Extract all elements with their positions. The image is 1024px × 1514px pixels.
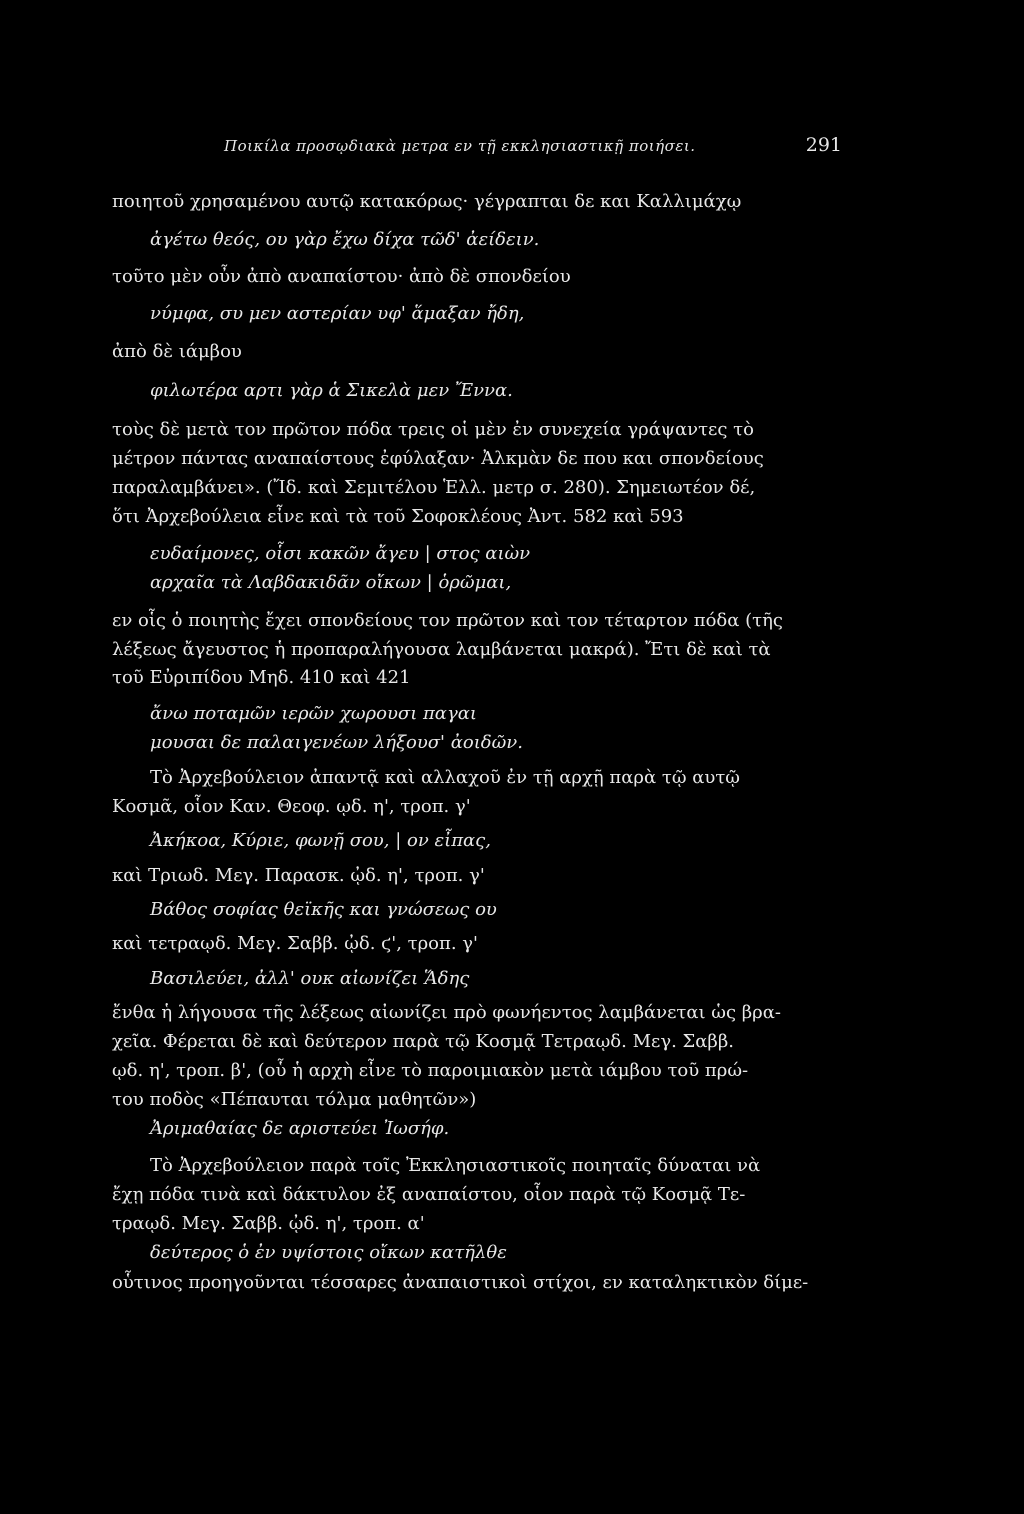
- page-header: [112, 134, 842, 167]
- text-line: ῳδ. η', τροπ. β', (οὗ ἡ αρχὴ εἶνε τὸ παροιμιακὸν μετὰ ιάμβου τοῦ πρώ-: [112, 1060, 749, 1081]
- text-line: ποιητοῦ χρησαμένου αυτῷ κατακόρως· γέγραπται δε και Καλλιμάχῳ: [112, 191, 742, 212]
- text-line: καὶ Τριωδ. Μεγ. Παρασκ. ᾠδ. η', τροπ. γ': [112, 865, 485, 886]
- text-line: τραῳδ. Μεγ. Σαββ. ᾠδ. η', τροπ. α': [112, 1213, 425, 1234]
- text-line: παραλαμβάνει». (Ἴδ. καὶ Σεμιτέλου Ἑλλ. μετρ σ. 280). Σημειωτέον δέ,: [112, 477, 756, 498]
- text-line: μέτρον πάντας αναπαίστους ἐφύλαξαν· Ἀλκμὰν δε που και σπονδείους: [112, 448, 764, 469]
- verse-line: δεύτερος ὁ ἐν υψίστοις οἴκων κατῆλθε: [150, 1242, 507, 1263]
- verse-line: νύμφα, συ μεν αστερίαν υφ' ἅμαξαν ἤδη,: [150, 303, 525, 324]
- text-line: ἔχῃ πόδα τινὰ καὶ δάκτυλον ἐξ αναπαίστου, οἷον παρὰ τῷ Κοσμᾷ Τε-: [112, 1184, 746, 1205]
- verse-line: Βασιλεύει, ἀλλ' ουκ αἰωνίζει Ἅδης: [150, 968, 470, 989]
- verse-line: αρχαῖα τὰ Λαβδακιδᾶν οἴκων | ὁρῶμαι,: [150, 572, 512, 593]
- text-line: του ποδὸς «Πέπαυται τόλμα μαθητῶν»): [112, 1089, 477, 1110]
- page-number: 291: [805, 134, 842, 156]
- text-line: Τὸ Ἀρχεβούλειον παρὰ τοῖς Ἐκκλησιαστικοῖς ποιηταῖς δύναται νὰ: [150, 1155, 761, 1176]
- text-line: οὗτινος προηγοῦνται τέσσαρες ἀναπαιστικοὶ στίχοι, εν καταληκτικὸν δίμε-: [112, 1272, 809, 1293]
- verse-line: Ἀριμαθαίας δε αριστεύει Ἰωσήφ.: [150, 1118, 450, 1139]
- text-line: τοῦτο μὲν οὖν ἀπὸ αναπαίστου· ἀπὸ δὲ σπονδείου: [112, 266, 571, 287]
- text-line: τοῦ Εὐριπίδου Μηδ. 410 καὶ 421: [112, 667, 411, 688]
- text-line: καὶ τετραῳδ. Μεγ. Σαββ. ᾠδ. ϛ', τροπ. γ': [112, 933, 479, 954]
- verse-line: Βάθος σοφίας θεϊκῆς και γνώσεως ου: [150, 899, 497, 920]
- verse-line: ἀγέτω θεός, ου γὰρ ἔχω δίχα τῶδ' ἀείδειν.: [150, 229, 540, 250]
- text-line: λέξεως ἄγευστος ἡ προπαραλήγουσα λαμβάνεται μακρά). Ἔτι δὲ καὶ τὰ: [112, 639, 771, 660]
- verse-line: ἄνω ποταμῶν ιερῶν χωρουσι παγαι: [150, 703, 477, 724]
- text-line: ὅτι Ἀρχεβούλεια εἶνε καὶ τὰ τοῦ Σοφοκλέους Ἀντ. 582 καὶ 593: [112, 506, 684, 527]
- verse-line: μουσαι δε παλαιγενέων λήξουσ' ἀοιδῶν.: [150, 732, 523, 753]
- text-line: ἀπὸ δὲ ιάμβου: [112, 341, 242, 362]
- text-line: εν οἷς ὁ ποιητὴς ἔχει σπονδείους τον πρῶτον καὶ τον τέταρτον πόδα (τῆς: [112, 610, 783, 631]
- text-line: ἔνθα ἡ λήγουσα τῆς λέξεως αἰωνίζει πρὸ φωνήεντος λαμβάνεται ὡς βρα-: [112, 1002, 781, 1023]
- running-head: Ποικίλα προσῳδιακὰ μετρα εν τῇ εκκλησιαστικῇ ποιήσει.: [224, 137, 696, 155]
- text-line: τοὺς δὲ μετὰ τον πρῶτον πόδα τρεις οἱ μὲν ἐν συνεχεία γράψαντες τὸ: [112, 419, 754, 440]
- text-line: χεῖα. Φέρεται δὲ καὶ δεύτερον παρὰ τῷ Κοσμᾷ Τετραῳδ. Μεγ. Σαββ.: [112, 1031, 734, 1052]
- verse-line: ευδαίμονες, οἷσι κακῶν ἄγευ | στος αιὼν: [150, 543, 531, 564]
- text-line: Τὸ Ἀρχεβούλειον ἀπαντᾷ καὶ αλλαχοῦ ἐν τῇ αρχῇ παρὰ τῷ αυτῷ: [150, 767, 740, 788]
- text-line: Κοσμᾶ, οἷον Καν. Θεοφ. ῳδ. η', τροπ. γ': [112, 796, 471, 817]
- verse-line: Ἀκήκοα, Κύριε, φωνῇ σου, | ον εἶπας,: [150, 830, 491, 851]
- verse-line: φιλωτέρα αρτι γὰρ ἁ Σικελὰ μεν Ἔννα.: [150, 380, 513, 401]
